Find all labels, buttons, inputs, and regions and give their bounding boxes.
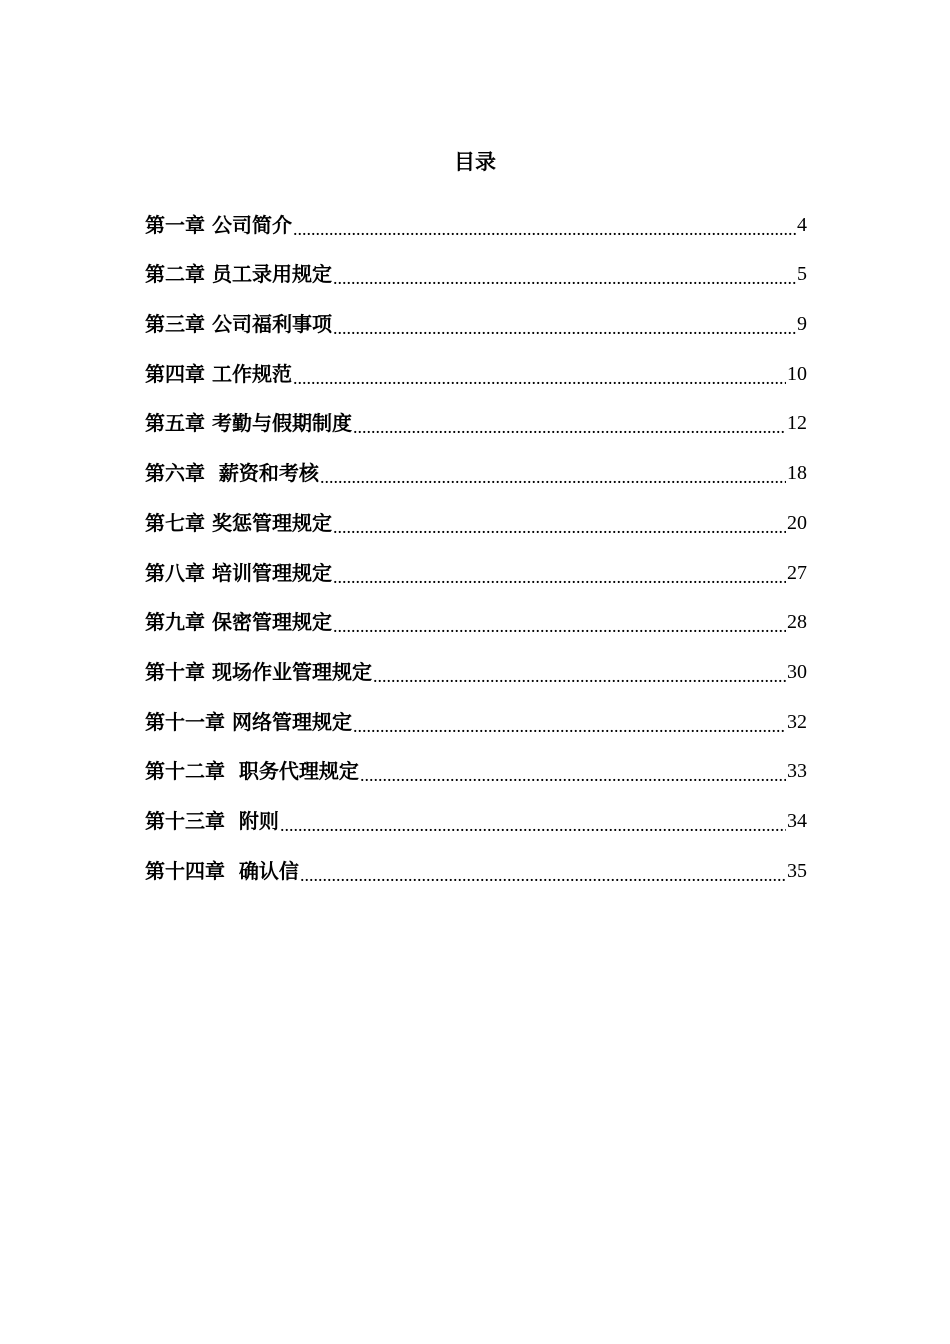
toc-entry[interactable] [145,744,807,794]
toc-entry-label: 第十二章 职务代理规定 [145,759,359,784]
toc-leader-dots [333,567,786,587]
toc-entry-page: 27 [787,561,807,584]
toc-entry-label: 第三章 公司福利事项 [145,312,332,337]
toc-entry-page: 4 [797,213,807,236]
toc-entry-label: 第二章 员工录用规定 [145,262,332,287]
toc-entry-label: 第八章 培训管理规定 [145,560,332,585]
toc-entry-page: 18 [787,462,807,485]
toc-entry-label: 第十一章 网络管理规定 [145,709,352,734]
toc-entry-page: 35 [787,859,807,882]
toc-entry-page: 34 [787,809,807,832]
toc-entry[interactable] [145,595,807,645]
toc-leader-dots [333,268,796,288]
toc-leader-dots [353,716,786,736]
toc-entry[interactable] [145,495,807,545]
toc-entry[interactable] [145,545,807,595]
toc-leader-dots [333,616,786,636]
toc-entry[interactable] [145,644,807,694]
toc-entry-label: 第五章 考勤与假期制度 [145,411,352,436]
toc-entry-label: 第九章 保密管理规定 [145,610,332,635]
toc-entry-page: 12 [787,412,807,435]
toc-entry-page: 32 [787,710,807,733]
toc-entry-page: 10 [787,362,807,385]
toc-entry-label: 第六章 薪资和考核 [145,461,319,486]
toc-leader-dots [280,815,786,835]
toc-entry-page: 28 [787,611,807,634]
toc-entry-label: 第七章 奖惩管理规定 [145,510,332,535]
toc-leader-dots [373,666,786,686]
toc-leader-dots [293,368,786,388]
toc-entry[interactable] [145,843,807,893]
toc-entry[interactable] [145,445,807,495]
toc-entry[interactable] [145,197,807,247]
toc-entry-label: 第四章 工作规范 [145,361,292,386]
toc-entry[interactable] [145,694,807,744]
toc-leader-dots [320,467,786,487]
toc-entry-label: 第一章 公司简介 [145,212,292,237]
toc-entry-label: 第十四章 确认信 [145,858,299,883]
toc-entry-label: 第十三章 附则 [145,808,279,833]
toc-list [145,197,807,893]
toc-leader-dots [300,865,786,885]
toc-entry-page: 5 [797,263,807,286]
toc-entry[interactable] [145,793,807,843]
toc-entry-page: 33 [787,760,807,783]
toc-leader-dots [293,219,796,239]
toc-entry-label: 第十章 现场作业管理规定 [145,659,372,684]
toc-entry[interactable] [145,396,807,446]
toc-entry-page: 20 [787,511,807,534]
toc-entry-page: 30 [787,660,807,683]
toc-leader-dots [353,417,786,437]
toc-leader-dots [360,765,786,785]
toc-leader-dots [333,517,786,537]
toc-entry[interactable] [145,346,807,396]
toc-leader-dots [333,318,796,338]
toc-title: 目录 [454,149,496,174]
toc-entry[interactable] [145,296,807,346]
toc-entry-page: 9 [797,313,807,336]
toc-entry[interactable] [145,247,807,297]
